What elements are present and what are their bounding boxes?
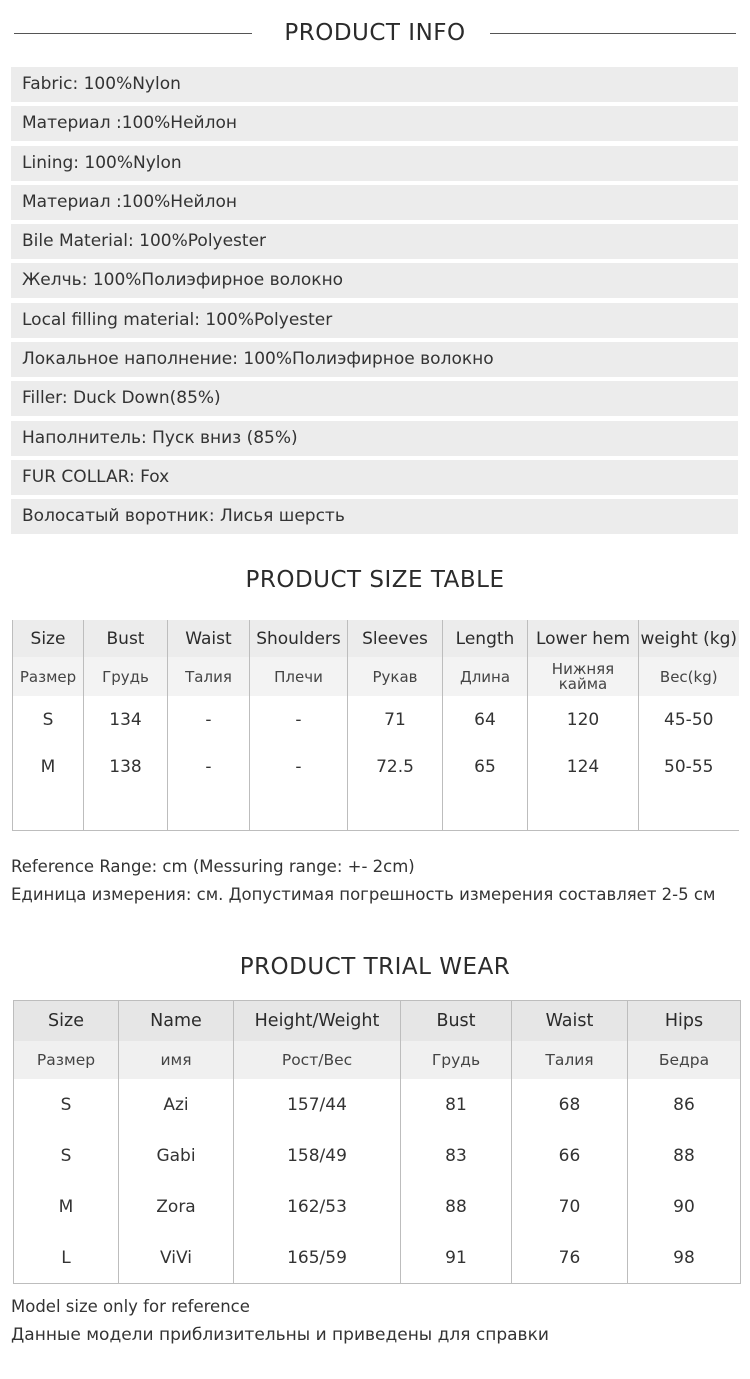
table-row — [14, 1079, 741, 1130]
product-info-title: PRODUCT INFO — [284, 20, 466, 46]
table-cell: 124 — [528, 743, 639, 790]
trial-wear-table — [13, 1000, 741, 1284]
trial-header-ru — [14, 1041, 741, 1079]
table-cell: Gabi — [119, 1130, 234, 1181]
size-header-cell: Lower hem — [528, 620, 639, 657]
info-row: Filler: Duck Down(85%) — [11, 381, 738, 416]
size-header-cell: Рукав — [348, 657, 443, 696]
table-cell: 76 — [512, 1232, 628, 1284]
info-row: Материал :100%Нейлон — [11, 106, 738, 141]
table-cell: S — [60, 1145, 72, 1166]
table-cell: 65 — [443, 743, 528, 790]
table-cell: 70 — [512, 1181, 628, 1232]
size-header-en — [13, 620, 739, 657]
size-header-cell: Size — [13, 620, 84, 657]
trial-header-cell: Рост/Вес — [234, 1041, 401, 1079]
table-cell: 120 — [528, 696, 639, 743]
table-row — [14, 1181, 741, 1232]
table-cell: - — [168, 743, 250, 790]
table-cell: 83 — [401, 1130, 512, 1181]
table-cell: 45-50 — [639, 696, 739, 743]
size-header-cell: Длина — [443, 657, 528, 696]
table-cell: 86 — [628, 1079, 741, 1130]
trial-header-cell: Name — [119, 1001, 234, 1042]
table-cell: 50-55 — [639, 743, 739, 790]
info-row: Материал :100%Нейлон — [11, 185, 738, 220]
trial-wear-title: PRODUCT TRIAL WEAR — [239, 954, 511, 980]
table-cell: 64 — [443, 696, 528, 743]
size-header-cell: Вес(kg) — [639, 657, 739, 696]
table-cell: M — [58, 1196, 74, 1217]
info-row: Local filling material: 100%Polyester — [11, 303, 738, 338]
table-row — [14, 1232, 741, 1284]
size-header-cell: Нижняя кайма — [528, 657, 639, 696]
trial-header-en — [14, 1001, 741, 1042]
table-cell: ViVi — [119, 1232, 234, 1284]
product-info-list — [11, 67, 738, 539]
title-rule-right — [490, 33, 736, 34]
table-cell: S — [60, 1094, 72, 1115]
trial-header-cell: Hips — [628, 1001, 741, 1042]
table-cell: M — [40, 756, 56, 777]
trial-header-cell: Грудь — [401, 1041, 512, 1079]
size-header-cell: Bust — [84, 620, 168, 657]
table-cell: 98 — [628, 1232, 741, 1284]
size-header-cell: Shoulders — [250, 620, 348, 657]
info-row: FUR COLLAR: Fox — [11, 460, 738, 495]
size-header-cell: Размер — [13, 657, 84, 696]
table-cell: 90 — [628, 1181, 741, 1232]
table-cell: 91 — [401, 1232, 512, 1284]
info-row: Волосатый воротник: Лисья шерсть — [11, 499, 738, 534]
table-cell: 68 — [512, 1079, 628, 1130]
info-row: Lining: 100%Nylon — [11, 146, 738, 181]
table-cell: Azi — [119, 1079, 234, 1130]
size-note-ru: Единица измерения: см. Допустимая погрешность измерения составляет 2-5 см — [11, 885, 716, 904]
size-header-cell: Sleeves — [348, 620, 443, 657]
trial-header-cell: Талия — [512, 1041, 628, 1079]
size-header-cell: Грудь — [84, 657, 168, 696]
table-cell: L — [61, 1247, 71, 1268]
trial-header-cell: Размер — [14, 1041, 119, 1079]
table-cell: - — [250, 696, 348, 743]
table-cell: 158/49 — [234, 1130, 401, 1181]
trial-note-ru: Данные модели приблизительны и приведены для справки — [11, 1325, 549, 1345]
size-header-cell: Length — [443, 620, 528, 657]
table-cell: 134 — [84, 696, 168, 743]
info-row: Bile Material: 100%Polyester — [11, 224, 738, 259]
size-header-cell: Waist — [168, 620, 250, 657]
trial-header-cell: Height/Weight — [234, 1001, 401, 1042]
trial-header-cell: Bust — [401, 1001, 512, 1042]
info-row: Желчь: 100%Полиэфирное волокно — [11, 263, 738, 298]
info-row: Локальное наполнение: 100%Полиэфирное волокно — [11, 342, 738, 377]
table-cell: 81 — [401, 1079, 512, 1130]
table-cell: Zora — [119, 1181, 234, 1232]
table-row — [14, 1130, 741, 1181]
trial-header-cell: Size — [14, 1001, 119, 1042]
table-row — [13, 696, 739, 743]
trial-header-cell: Бедра — [628, 1041, 741, 1079]
table-cell: 71 — [348, 696, 443, 743]
table-cell: - — [168, 696, 250, 743]
info-row: Наполнитель: Пуск вниз (85%) — [11, 421, 738, 456]
table-row — [13, 743, 739, 790]
trial-note-en: Model size only for reference — [11, 1297, 250, 1316]
trial-header-cell: Waist — [512, 1001, 628, 1042]
table-cell: - — [250, 743, 348, 790]
table-cell: 66 — [512, 1130, 628, 1181]
size-table — [12, 620, 739, 831]
size-header-cell: weight (kg) — [639, 620, 739, 657]
size-header-cell: Талия — [168, 657, 250, 696]
table-cell: 88 — [401, 1181, 512, 1232]
table-cell: 157/44 — [234, 1079, 401, 1130]
size-table-title: PRODUCT SIZE TABLE — [245, 567, 505, 593]
table-cell: 72.5 — [348, 743, 443, 790]
table-cell: S — [42, 709, 54, 730]
table-cell: 165/59 — [234, 1232, 401, 1284]
table-cell: 162/53 — [234, 1181, 401, 1232]
table-cell: 138 — [84, 743, 168, 790]
table-cell: 88 — [628, 1130, 741, 1181]
table-filler-row — [13, 790, 739, 831]
size-header-cell: Плечи — [250, 657, 348, 696]
size-header-ru — [13, 657, 739, 696]
info-row: Fabric: 100%Nylon — [11, 67, 738, 102]
size-note-en: Reference Range: cm (Messuring range: +- 2cm) — [11, 857, 415, 876]
trial-header-cell: имя — [119, 1041, 234, 1079]
